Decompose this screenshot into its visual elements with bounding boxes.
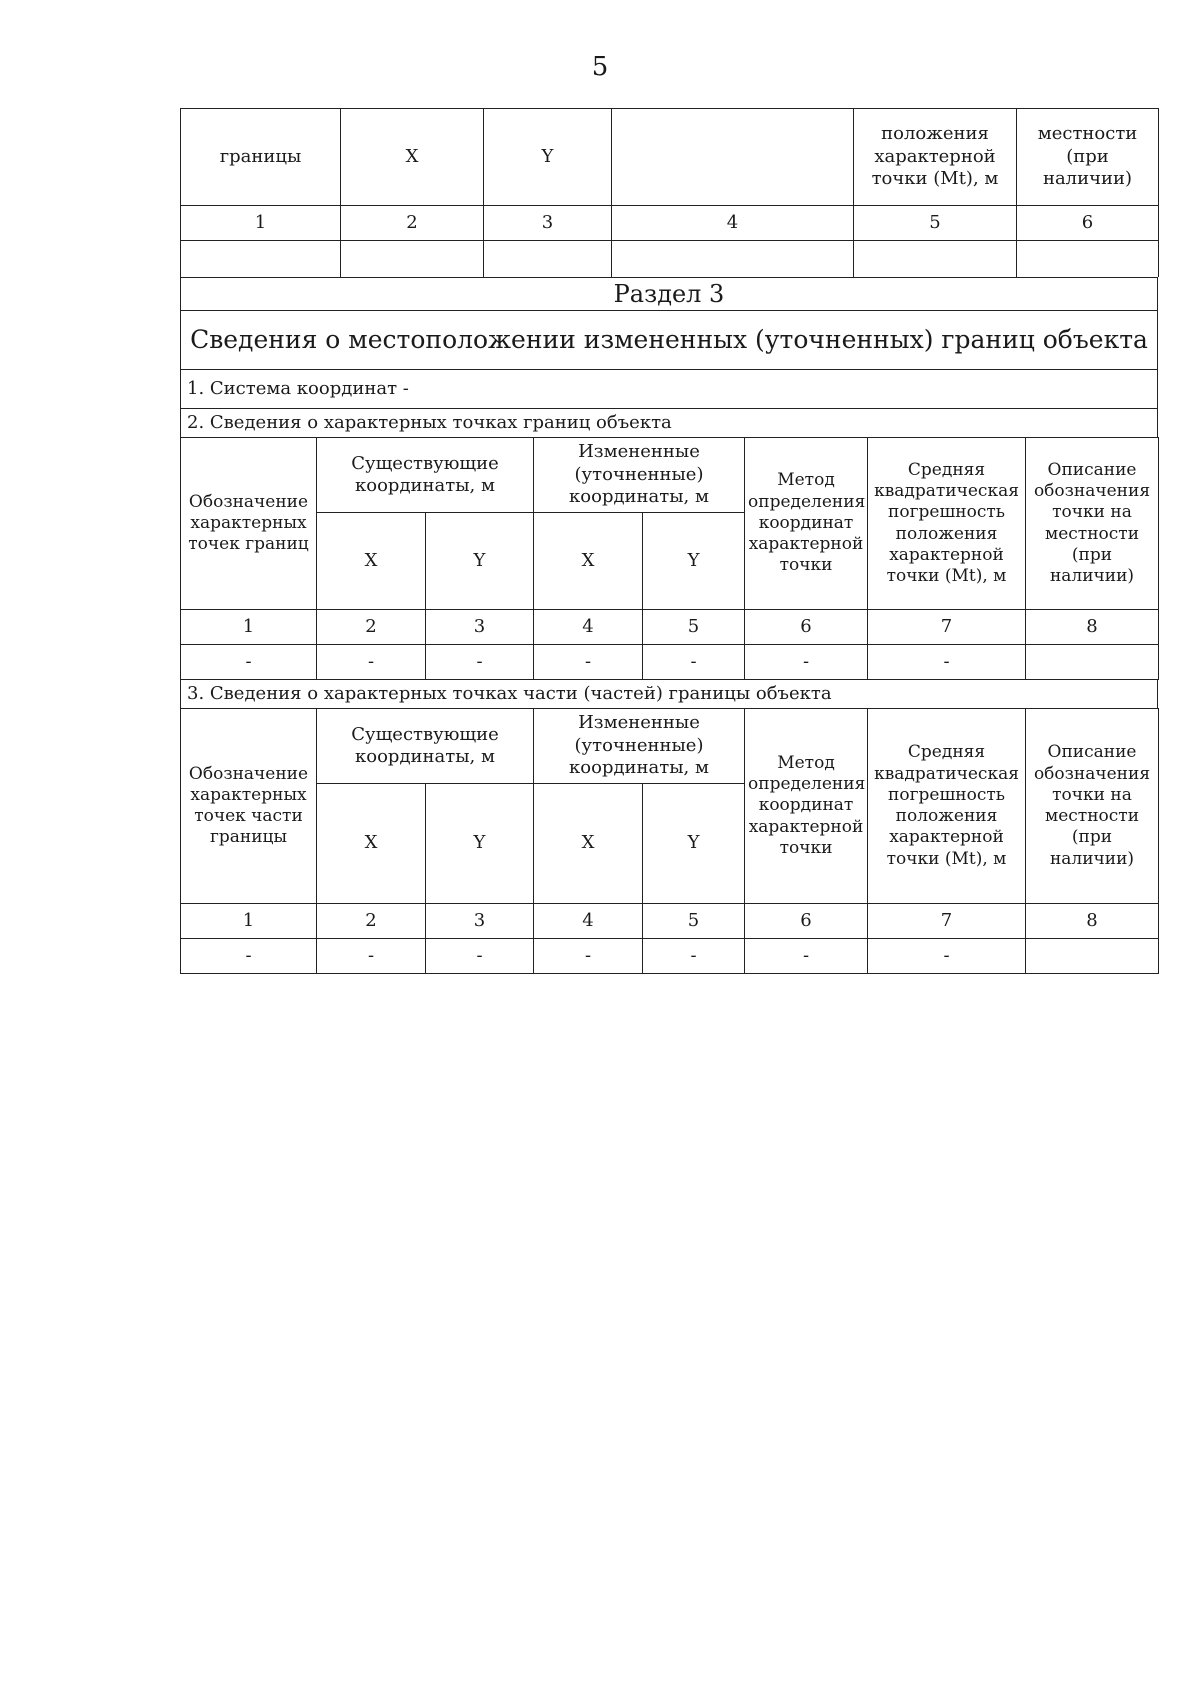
column-number: 4 xyxy=(612,206,854,241)
column-number: 4 xyxy=(534,904,643,939)
column-number: 2 xyxy=(317,904,426,939)
document-body xyxy=(180,108,1158,974)
table-cell: - xyxy=(643,645,745,680)
table-cell: - xyxy=(868,939,1026,974)
table-cell: - xyxy=(868,645,1026,680)
table-cell xyxy=(1017,241,1159,278)
header-y: Y xyxy=(426,513,534,610)
section-subtitle: Сведения о местоположении измененных (уточненных) границ объекта xyxy=(180,310,1158,369)
table-cell xyxy=(612,241,854,278)
header-changed-coords: Измененные (уточненные) координаты, м xyxy=(534,438,745,513)
header-cell: местности (при наличии) xyxy=(1017,109,1159,206)
boundary-points-table xyxy=(180,437,1159,680)
table-cell: - xyxy=(643,939,745,974)
header-method: Метод определения координат характерной точки xyxy=(745,709,868,904)
column-number: 1 xyxy=(181,904,317,939)
column-number: 6 xyxy=(745,610,868,645)
header-cell xyxy=(612,109,854,206)
coordinate-system-line: 1. Система координат - xyxy=(180,369,1158,408)
part-points-section-label: 3. Сведения о характерных точках части (частей) границы объекта xyxy=(180,680,1158,708)
column-number: 8 xyxy=(1026,610,1159,645)
header-designation: Обозначение характерных точек части границы xyxy=(181,709,317,904)
column-number-row xyxy=(181,610,1159,645)
header-cell: границы xyxy=(181,109,341,206)
table-cell: - xyxy=(745,645,868,680)
table-cell: - xyxy=(426,645,534,680)
column-number: 7 xyxy=(868,904,1026,939)
header-x: X xyxy=(534,784,643,904)
column-number-row xyxy=(181,904,1159,939)
column-number: 3 xyxy=(484,206,612,241)
table-cell: - xyxy=(534,939,643,974)
table-header-row xyxy=(181,438,1159,513)
header-existing-coords: Существующие координаты, м xyxy=(317,709,534,784)
table-cell xyxy=(854,241,1017,278)
header-cell: X xyxy=(341,109,484,206)
table-cell: - xyxy=(426,939,534,974)
continued-table xyxy=(180,108,1159,277)
column-number: 3 xyxy=(426,904,534,939)
table-cell: - xyxy=(181,645,317,680)
header-cell: положения характерной точки (Mt), м xyxy=(854,109,1017,206)
header-x: X xyxy=(317,513,426,610)
table-cell: - xyxy=(181,939,317,974)
table-cell: - xyxy=(317,645,426,680)
table-cell: - xyxy=(534,645,643,680)
table-cell xyxy=(181,241,341,278)
column-number: 3 xyxy=(426,610,534,645)
table-cell: - xyxy=(317,939,426,974)
header-changed-coords: Измененные (уточненные) координаты, м xyxy=(534,709,745,784)
header-existing-coords: Существующие координаты, м xyxy=(317,438,534,513)
section-title: Раздел 3 xyxy=(180,277,1158,310)
column-number: 5 xyxy=(643,610,745,645)
table-cell xyxy=(484,241,612,278)
table-cell xyxy=(1026,939,1159,974)
column-number: 2 xyxy=(317,610,426,645)
table-header-row xyxy=(181,709,1159,784)
header-error: Средняя квадратическая погрешность положения характерной точки (Mt), м xyxy=(868,438,1026,610)
column-number: 6 xyxy=(1017,206,1159,241)
header-x: X xyxy=(317,784,426,904)
part-boundary-points-table xyxy=(180,708,1159,974)
header-y: Y xyxy=(643,513,745,610)
page-number: 5 xyxy=(591,52,609,82)
header-y: Y xyxy=(643,784,745,904)
column-number: 2 xyxy=(341,206,484,241)
header-method: Метод определения координат характерной точки xyxy=(745,438,868,610)
column-number: 5 xyxy=(854,206,1017,241)
column-number-row xyxy=(181,206,1159,241)
column-number: 6 xyxy=(745,904,868,939)
column-number: 4 xyxy=(534,610,643,645)
points-section-label: 2. Сведения о характерных точках границ объекта xyxy=(180,408,1158,437)
table-row xyxy=(181,241,1159,278)
table-cell xyxy=(1026,645,1159,680)
column-number: 7 xyxy=(868,610,1026,645)
header-x: X xyxy=(534,513,643,610)
table-row xyxy=(181,939,1159,974)
column-number: 8 xyxy=(1026,904,1159,939)
column-number: 1 xyxy=(181,610,317,645)
header-error: Средняя квадратическая погрешность положения характерной точки (Mt), м xyxy=(868,709,1026,904)
table-cell xyxy=(341,241,484,278)
header-description: Описание обозначения точки на местности (при наличии) xyxy=(1026,709,1159,904)
header-description: Описание обозначения точки на местности (при наличии) xyxy=(1026,438,1159,610)
table-row xyxy=(181,645,1159,680)
header-cell: Y xyxy=(484,109,612,206)
header-designation: Обозначение характерных точек границ xyxy=(181,438,317,610)
column-number: 1 xyxy=(181,206,341,241)
table-header-row xyxy=(181,109,1159,206)
table-cell: - xyxy=(745,939,868,974)
column-number: 5 xyxy=(643,904,745,939)
header-y: Y xyxy=(426,784,534,904)
